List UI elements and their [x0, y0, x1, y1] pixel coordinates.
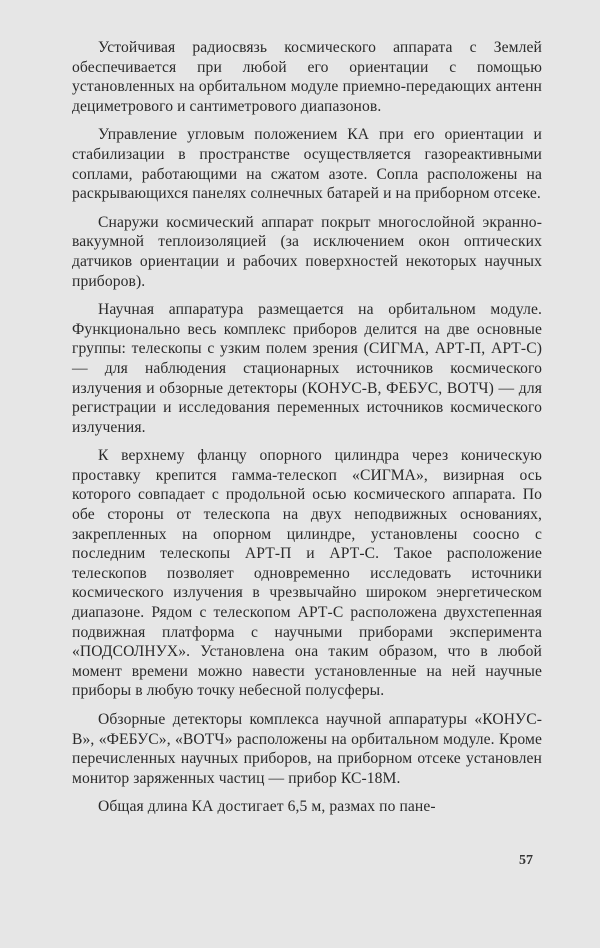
paragraph-dimensions: Общая длина КА достигает 6,5 м, размах по пане-	[98, 798, 436, 816]
paragraph-attitude-control: Управление угловым положением КА при его ориентации и стабилизации в пространстве осуществляется газореактивными соплами, работающими на сжатом азоте. Сопла расположены на раскрывающихся панелях солнечных батарей и на приборном отсеке.	[72, 126, 542, 203]
page-number: 57	[519, 853, 533, 868]
paragraph-scientific-equipment: Научная аппаратура размещается на орбитальном модуле. Функционально весь комплекс приборов делится на две основные группы: телескопы с узким полем зрения (СИГМА, АРТ-П, АРТ-С) — для наблюдения стационарных источников космического излучения и обзорные детекторы (КОНУС-В, ФЕБУС, ВОТЧ) — для регистрации и исследования переменных источников космического излучения.	[72, 301, 542, 436]
paragraph-thermal-insulation: Снаружи космический аппарат покрыт многослойной экранно-вакуумной теплоизоляцией (за исключением окон оптических датчиков ориентации и рабочих поверхностей некоторых научных приборов).	[72, 213, 542, 290]
page-body	[72, 38, 542, 826]
paragraph-telescope-mounting: К верхнему фланцу опорного цилиндра через коническую проставку крепится гамма-телескоп «СИГМА», визирная ось которого совпадает с продольной осью космического аппарата. По обе стороны от телескопа на двух неподвижных основаниях, закрепленных на опорном цилиндре, установлены соосно с последним телескопы АРТ-П и АРТ-С. Такое расположение телескопов позволяет одновременно исследовать источники космического излучения в чрезвычайно широком энергетическом диапазоне. Рядом с телескопом АРТ-С расположена двухстепенная подвижная платформа с научными приборами эксперимента «ПОДСОЛНУХ». Установлена она таким образом, что в любой момент времени можно навести установленные на ней научные приборы в любую точку небесной полусферы.	[72, 447, 542, 700]
paragraph-survey-detectors: Обзорные детекторы комплекса научной аппаратуры «КОНУС-В», «ФЕБУС», «ВОТЧ» расположены на орбитальном модуле. Кроме перечисленных научных приборов, на приборном отсеке установлен монитор заряженных частиц — прибор КС-18М.	[72, 711, 542, 787]
paragraph-radio-link: Устойчивая радиосвязь космического аппарата с Землей обеспечивается при любой его ориентации с помощью установленных на орбитальном модуле приемно-передающих антенн дециметрового и сантиметрового диапазонов.	[72, 39, 542, 115]
